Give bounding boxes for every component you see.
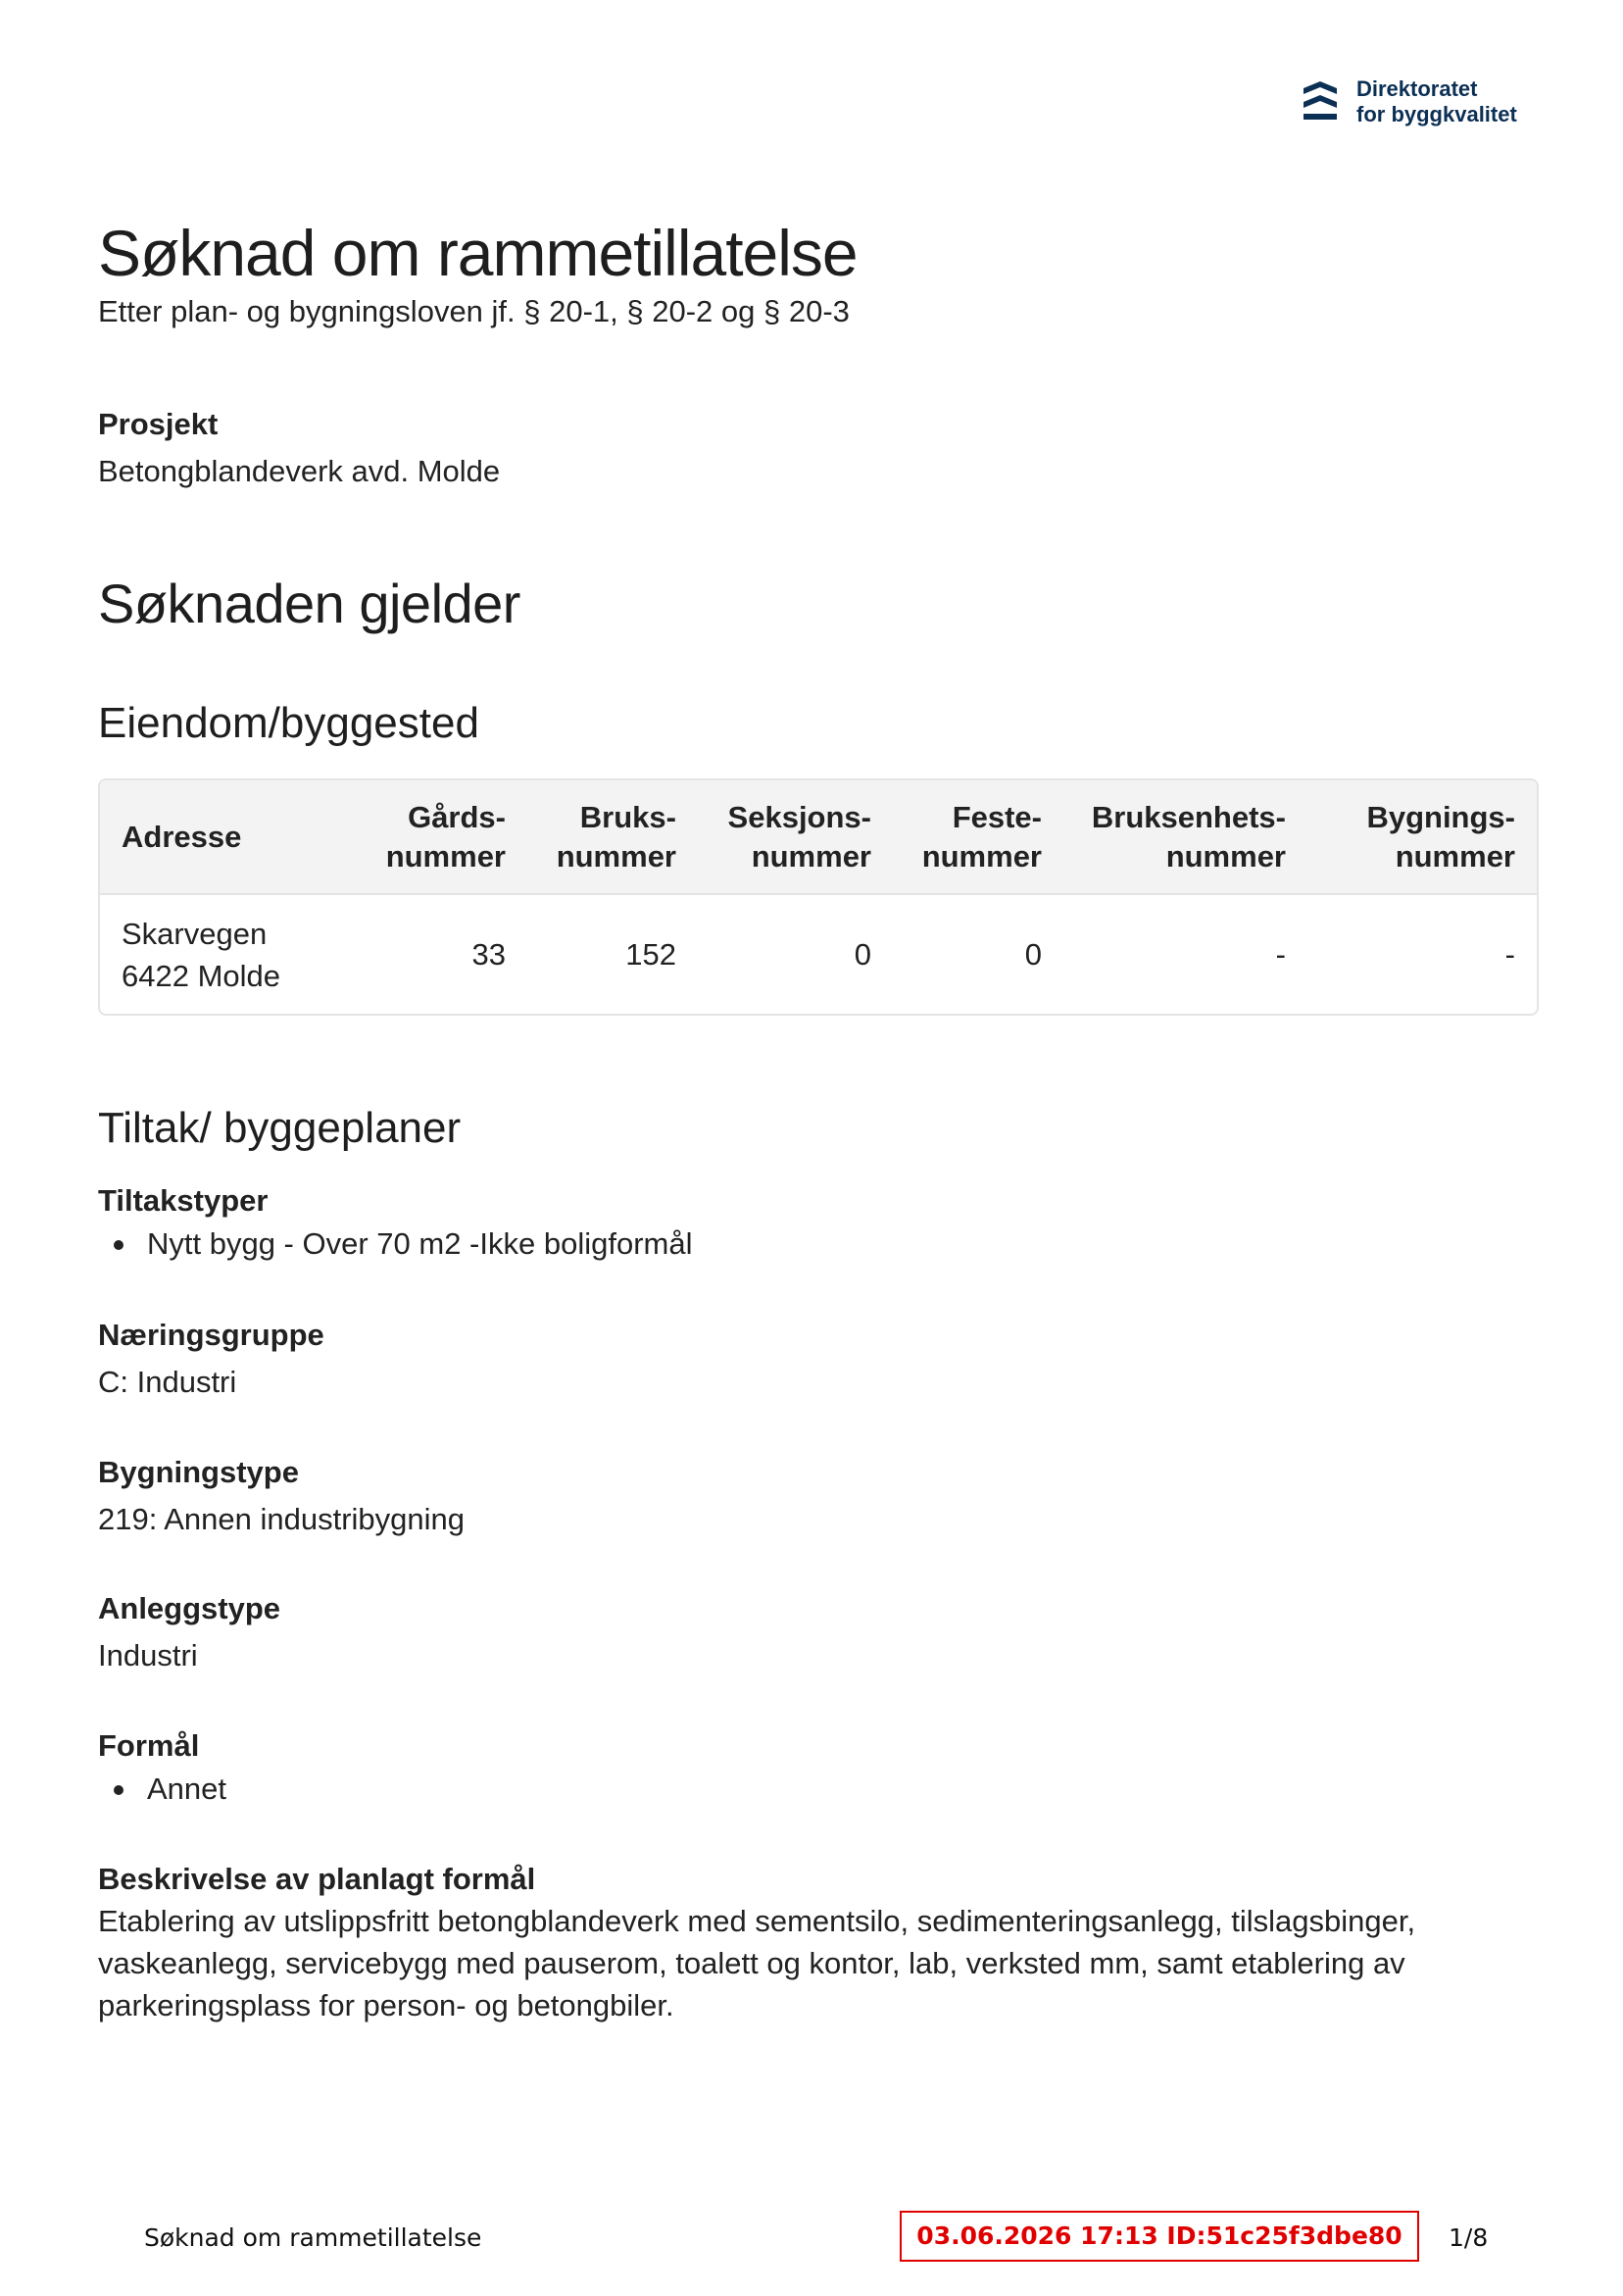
column-header-gardsnummer: Gårds- nummer xyxy=(357,780,527,894)
cell-bygningsnummer: - xyxy=(1504,937,1515,972)
beskrivelse-label: Beskrivelse av planlagt formål xyxy=(98,1862,536,1896)
anleggstype-label: Anleggstype xyxy=(98,1591,281,1625)
prosjekt-value: Betongblandeverk avd. Molde xyxy=(98,454,501,488)
section-heading-tiltak: Tiltak/ byggeplaner xyxy=(98,1104,462,1152)
beskrivelse-line: parkeringsplass for person- og betongbiler. xyxy=(98,1988,674,2022)
formal-label: Formål xyxy=(98,1728,200,1763)
tiltakstyper-list xyxy=(98,1224,692,1264)
section-heading-eiendom: Eiendom/byggested xyxy=(98,699,479,747)
dibk-logo-icon xyxy=(1302,78,1339,125)
cell-adresse: Skarvegen 6422 Molde xyxy=(122,916,281,993)
table-row xyxy=(100,894,1537,1014)
beskrivelse-text xyxy=(98,1900,1535,2026)
prosjekt-label: Prosjekt xyxy=(98,407,219,441)
column-header-seksjonsnummer: Seksjons- nummer xyxy=(698,780,893,894)
tiltakstyper-label: Tiltakstyper xyxy=(98,1183,269,1218)
column-header-bygningsnummer: Bygnings- nummer xyxy=(1307,780,1537,894)
timestamp-id-stamp: 03.06.2026 17:13 ID:51c25f3dbe80 xyxy=(900,2211,1419,2262)
footer-document-title: Søknad om rammetillatelse xyxy=(144,2223,482,2252)
list-item: Nytt bygg - Over 70 m2 -Ikke boligformål xyxy=(98,1224,692,1264)
page-number: 1/8 xyxy=(1449,2223,1489,2252)
cell-festenummer: 0 xyxy=(1024,937,1042,972)
column-header-adresse: Adresse xyxy=(100,780,357,894)
logo-text xyxy=(1356,76,1517,127)
cell-bruksnummer: 152 xyxy=(625,937,676,972)
beskrivelse-line: vaskeanlegg, servicebygg med pauserom, toalett og kontor, lab, verksted mm, samt etablering av xyxy=(98,1946,1405,1980)
naeringsgruppe-value: C: Industri xyxy=(98,1365,237,1399)
dibk-logo xyxy=(1302,76,1537,135)
cell-bruksenhetsnummer: - xyxy=(1275,937,1286,972)
cell-seksjonsnummer: 0 xyxy=(854,937,871,972)
naeringsgruppe-label: Næringsgruppe xyxy=(98,1318,324,1352)
bygningstype-value: 219: Annen industribygning xyxy=(98,1502,466,1536)
document-title: Søknad om rammetillatelse xyxy=(98,217,858,289)
document-subtitle: Etter plan- og bygningsloven jf. § 20-1, § 20-2 og § 20-3 xyxy=(98,294,850,328)
column-header-festenummer: Feste- nummer xyxy=(893,780,1063,894)
formal-list xyxy=(98,1770,226,1809)
beskrivelse-line: Etablering av utslippsfritt betongblandeverk med sementsilo, sedimenteringsanlegg, tilslagsbinger, xyxy=(98,1904,1416,1938)
logo-line-1: Direktoratet xyxy=(1356,76,1478,101)
logo-line-2: for byggkvalitet xyxy=(1356,102,1517,126)
column-header-bruksenhetsnummer: Bruksenhets- nummer xyxy=(1063,780,1307,894)
anleggstype-value: Industri xyxy=(98,1638,198,1672)
list-item: Annet xyxy=(98,1770,226,1809)
cell-gardsnummer: 33 xyxy=(471,937,506,972)
bygningstype-label: Bygningstype xyxy=(98,1455,299,1489)
section-heading-soknaden: Søknaden gjelder xyxy=(98,573,520,634)
table-header-row xyxy=(100,780,1537,894)
property-table xyxy=(98,778,1539,1016)
column-header-bruksnummer: Bruks- nummer xyxy=(527,780,698,894)
